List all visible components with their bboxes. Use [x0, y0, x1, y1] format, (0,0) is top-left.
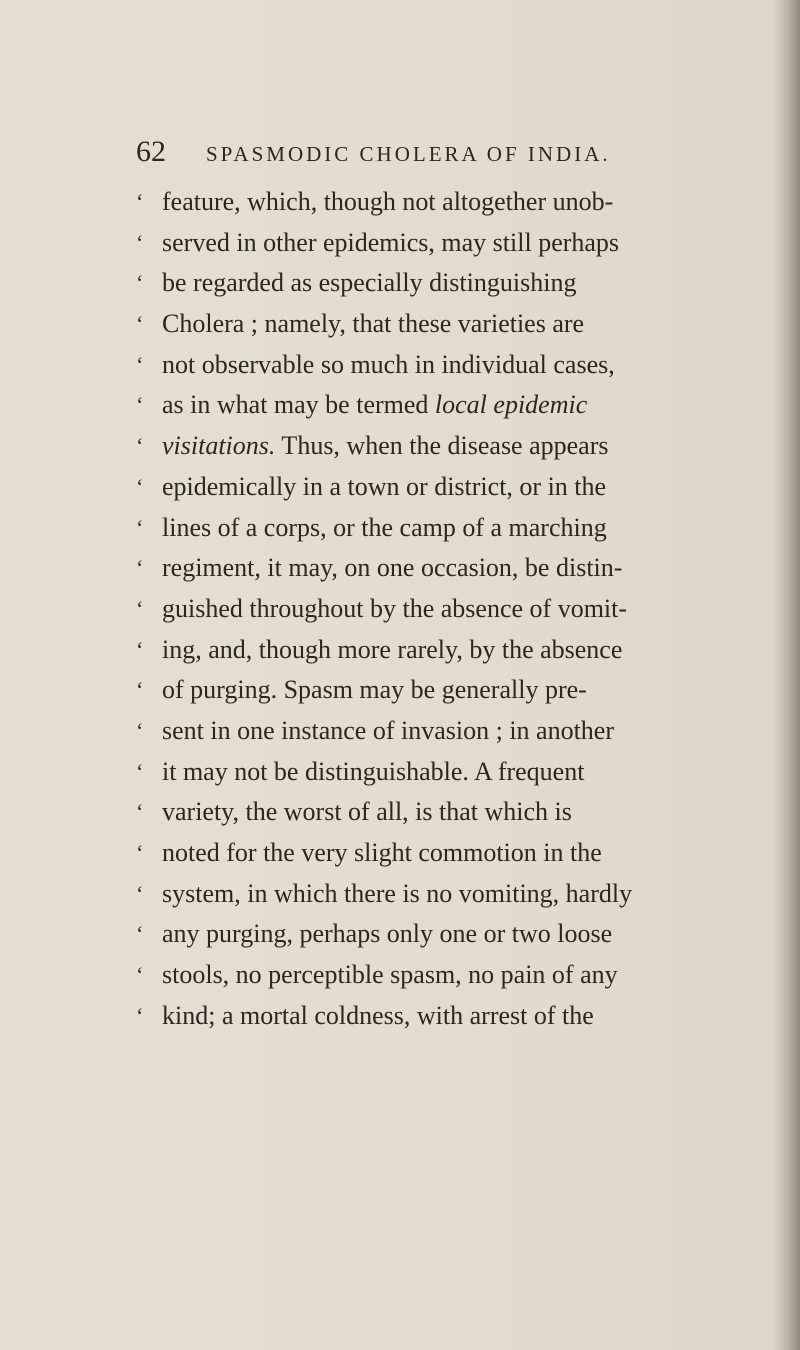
quote-mark: ‘ [136, 555, 144, 581]
line-text-italic: visitations. [162, 431, 276, 461]
text-line [136, 182, 716, 223]
line-text: kind; a mortal coldness, with arrest of the [162, 1000, 594, 1030]
quote-mark: ‘ [136, 392, 144, 418]
quote-mark: ‘ [136, 473, 144, 499]
quote-mark: ‘ [136, 189, 144, 214]
text-line [136, 630, 716, 671]
line-text: not observable so much in individual cases, [162, 349, 615, 379]
line-text: epidemically in a town or district, or in the [162, 471, 607, 501]
line-text: of purging. Spasm may be generally pre- [162, 675, 587, 705]
text-line [136, 548, 716, 589]
text-line [136, 752, 716, 793]
text-line [136, 385, 716, 426]
page-edge-shadow [774, 0, 800, 1350]
quote-mark: ‘ [136, 514, 144, 540]
text-line [136, 670, 716, 711]
text-line [136, 467, 716, 508]
quote-mark: ‘ [136, 717, 144, 743]
text-line [136, 304, 716, 345]
line-text: ing, and, though more rarely, by the absence [162, 634, 623, 664]
page-number: 62 [136, 135, 166, 168]
text-line [136, 223, 716, 264]
quote-mark: ‘ [136, 595, 144, 621]
text-line [136, 792, 716, 833]
line-text: any purging, perhaps only one or two loose [162, 919, 613, 949]
text-line [136, 589, 716, 630]
line-text [162, 426, 609, 466]
text-line [136, 874, 716, 915]
running-head-title: SPASMODIC CHOLERA OF INDIA. [206, 142, 611, 166]
line-text: feature, which, though not altogether unob- [162, 187, 614, 216]
text-line [136, 833, 716, 874]
quote-mark: ‘ [136, 962, 144, 988]
text-line [136, 711, 716, 752]
line-text: Cholera ; namely, that these varieties are [162, 309, 585, 339]
line-text: served in other epidemics, may still perhaps [162, 227, 620, 257]
text-line [136, 996, 716, 1037]
line-text: be regarded as especially distinguishing [162, 268, 577, 298]
line-text: sent in one instance of invasion ; in another [162, 715, 615, 745]
quote-mark: ‘ [136, 1002, 144, 1028]
text-line [136, 914, 716, 955]
text-line [136, 955, 716, 996]
quote-mark: ‘ [136, 758, 144, 784]
quote-mark: ‘ [136, 677, 144, 703]
line-text-roman: as in what may be termed [162, 390, 435, 420]
text-line [136, 426, 716, 467]
body-text [136, 182, 716, 1036]
line-text: system, in which there is no vomiting, hardly [162, 878, 633, 908]
text-line [136, 508, 716, 549]
running-head [136, 132, 656, 172]
line-text: stools, no perceptible spasm, no pain of any [162, 960, 618, 990]
quote-mark: ‘ [136, 270, 144, 296]
line-text: it may not be distinguishable. A frequent [162, 756, 585, 786]
line-text: regiment, it may, on one occasion, be distin- [162, 553, 623, 583]
quote-mark: ‘ [136, 799, 144, 825]
quote-mark: ‘ [136, 880, 144, 906]
text-line [136, 263, 716, 304]
quote-mark: ‘ [136, 636, 144, 662]
text-line [136, 345, 716, 386]
quote-mark: ‘ [136, 311, 144, 337]
quote-mark: ‘ [136, 921, 144, 947]
quote-mark: ‘ [136, 840, 144, 865]
quote-mark: ‘ [136, 351, 144, 377]
quote-mark: ‘ [136, 229, 144, 255]
line-text [162, 385, 587, 425]
line-text: lines of a corps, or the camp of a marching [162, 512, 607, 542]
line-text: guished throughout by the absence of vomit- [162, 593, 628, 623]
line-text-italic: local epidemic [434, 390, 588, 420]
quote-mark: ‘ [136, 433, 144, 459]
line-text-roman: Thus, when the disease appears [275, 431, 609, 461]
line-text: variety, the worst of all, is that which is [162, 797, 572, 827]
line-text: noted for the very slight commotion in the [162, 838, 602, 867]
